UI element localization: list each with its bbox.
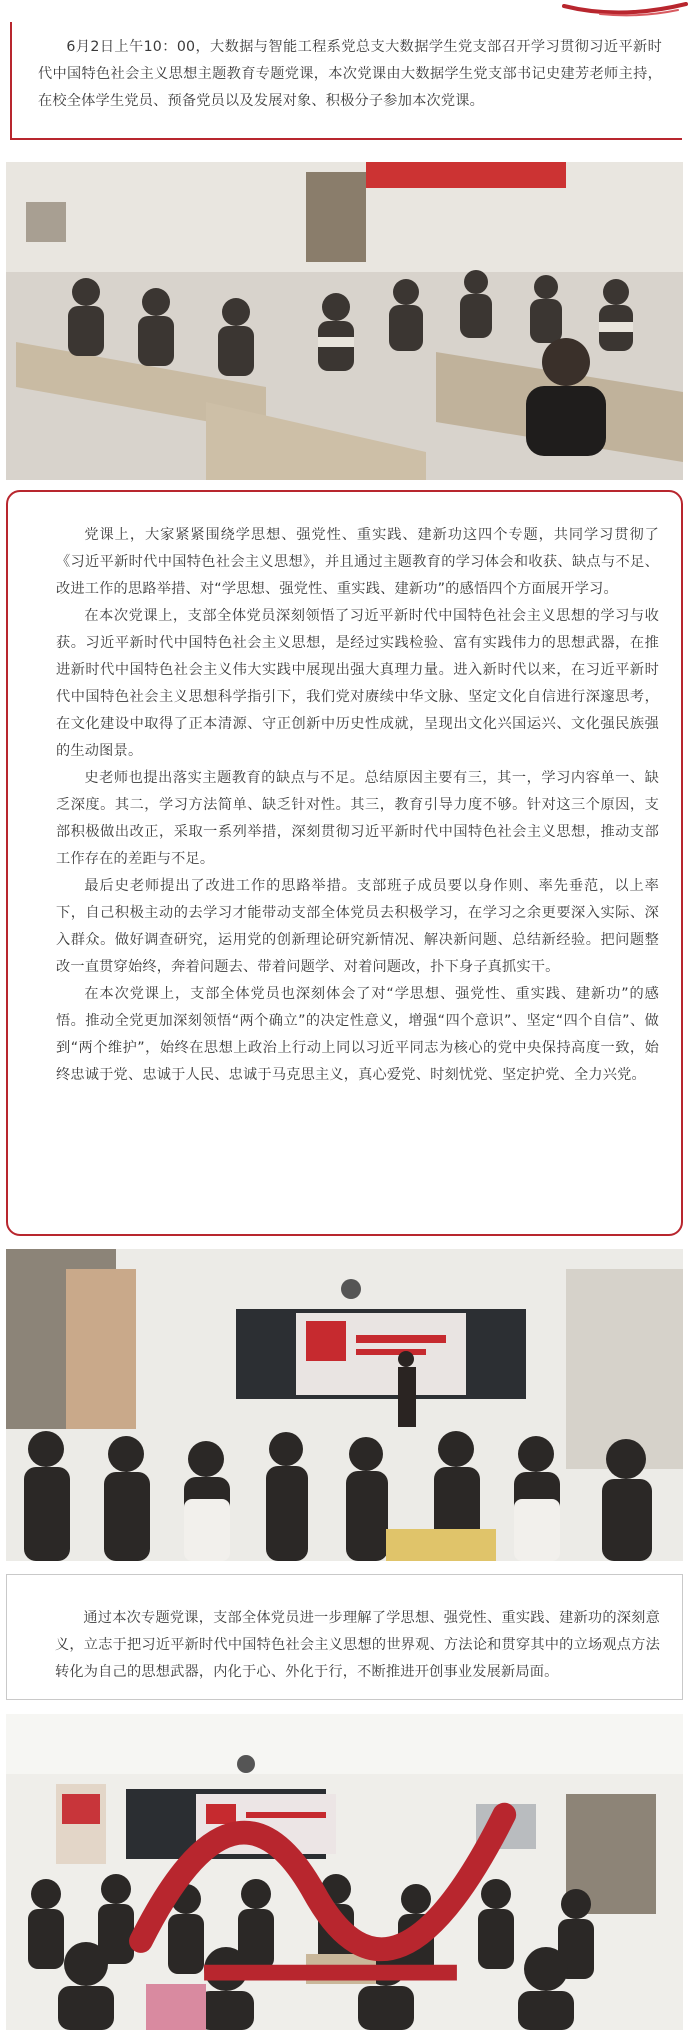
handwritten-mark xyxy=(6,1714,669,2020)
main-body-section xyxy=(6,490,683,1236)
top-right-swoosh-decoration xyxy=(560,0,690,22)
body-paragraph: 党课上，大家紧紧围绕学思想、强党性、重实践、建新功这四个专题，共同学习贯彻了《习近平新时代中国特色社会主义思想》，并且通过主题教育的学习体会和收获、缺点与不足、改进工作的思路举措、对“学思想、强党性、重实践、建新功”的感悟四个方面展开学习。 xyxy=(56,527,659,597)
intro-section xyxy=(10,22,682,140)
intro-paragraph: 6月2日上午10：00，大数据与智能工程系党总支大数据学生党支部召开学习贯彻习近平新时代中国特色社会主义思想主题教育专题党课，本次党课由大数据学生党支部书记史建芳老师主持，在校全体学生党员、预备党员以及发展对象、积极分子参加本次党课。 xyxy=(38,39,662,109)
classroom-photo-1 xyxy=(6,162,683,480)
conclusion-section xyxy=(6,1574,683,1700)
classroom-photo-2 xyxy=(6,1249,683,1561)
body-paragraph: 最后史老师提出了改进工作的思路举措。支部班子成员要以身作则、率先垂范，以上率下，自己积极主动的去学习才能带动支部全体党员去积极学习，在学习之余更要深入实际、深入群众。做好调查研究，运用党的创新理论研究新情况、解决新问题、总结新经验。把问题整改一直贯穿始终，奔着问题去、带着问题学、对着问题改，扑下身子真抓实干。 xyxy=(56,878,659,975)
body-paragraph: 在本次党课上，支部全体党员也深刻体会了对“学思想、强党性、重实践、建新功”的感悟。推动全党更加深刻领悟“两个确立”的决定性意义，增强“四个意识”、坚定“四个自信”、做到“两个维护”，始终在思想上政治上行动上同以习近平同志为核心的党中央保持高度一致，始终忠诚于党、忠诚于人民、忠诚于马克思主义，真心爱党、时刻忧党、坚定护党、全力兴党。 xyxy=(56,986,659,1083)
body-paragraph: 在本次党课上，支部全体党员深刻领悟了习近平新时代中国特色社会主义思想的学习与收获。习近平新时代中国特色社会主义思想，是经过实践检验、富有实践伟力的思想武器，在推进新时代中国特色社会主义伟大实践中展现出强大真理力量。进入新时代以来，在习近平新时代中国特色社会主义思想科学指引下，我们党对赓续中华文脉、坚定文化自信进行深邃思考，在文化建设中取得了正本清源、守正创新中历史性成就，呈现出文化兴国运兴、文化强民族强的生动图景。 xyxy=(56,608,659,759)
classroom-photo-3 xyxy=(6,1714,683,2030)
body-paragraph: 史老师也提出落实主题教育的缺点与不足。总结原因主要有三，其一，学习内容单一、缺乏深度。其二，学习方法简单、缺乏针对性。其三，教育引导力度不够。针对这三个原因，支部积极做出改正，采取一系列举措，深刻贯彻习近平新时代中国特色社会主义思想，推动支部工作存在的差距与不足。 xyxy=(56,770,659,867)
conclusion-paragraph: 通过本次专题党课，支部全体党员进一步理解了学思想、强党性、重实践、建新功的深刻意义，立志于把习近平新时代中国特色社会主义思想的世界观、方法论和贯穿其中的立场观点方法转化为自己的思想武器，内化于心、外化于行，不断推进开创事业发展新局面。 xyxy=(55,1610,660,1680)
